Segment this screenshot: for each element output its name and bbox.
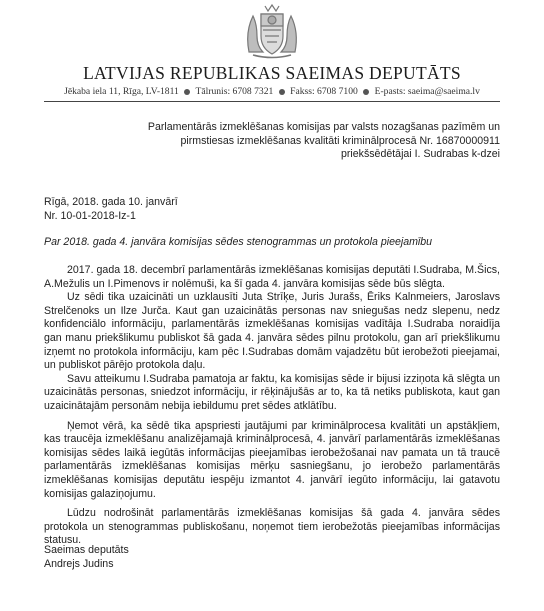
body-paragraph: Lūdzu nodrošināt parlamentārās izmeklēšanas komisijas šā gada 4. janvāra sēdes protokola un stenogrammas publiskošanu, noņemot tiem ierobežotās pieejamības informācijas statusu. (44, 507, 500, 547)
registration-number: Nr. 10-01-2018-Iz-1 (44, 210, 136, 222)
email: E-pasts: saeima@saeima.lv (374, 86, 480, 97)
body-paragraph: Ņemot vērā, ka sēdē tika apspriesti jautājumi par kriminālprocesa kvalitāti un apstākļiem, kas traucēja izmeklēšanu analizējamajā kriminālprocesā, 4. janvārī parlamentārās izmeklēšanas komisijas sēdes laikā iegūtās informācijas pieejamības ierobežošanai nav pamata un tā traucē parlamentārās izmeklēšanas komisijas mērķu sasniegšanu, jo ierobežo parlamentārās izmeklēšanas komisijas deputātu iespēju izmantot 4. janvārī iegūto informāciju, lai gatavotu komisijas galaziņojumu. (44, 419, 500, 500)
recipient-line: pirmstiesas izmeklēšanas kvalitāti kriminālprocesā Nr. 16870000911 (180, 134, 500, 147)
coat-of-arms-icon (243, 2, 301, 60)
body-paragraph: Uz sēdi tika uzaicināti un uzklausīti Juta Strīķe, Juris Jurašs, Ēriks Kalnmeiers, Jaroslavs Strelčenoks un Ilze Jurča. Kaut gan uzaicinātās personas nav sniegušas nedz slepenu, nedz konfidenciālo informāciju, parlamentārās izmeklēšanas komisijas vadītāja I.Sudraba noraidīja gan manu priekšlikumu publiskot šā gada 4. janvāra sēdes pilnu protokolu, gan arī priekšlikumu izņemt no protokola informāciju, kam pēc I.Sudrabas domām vajadzētu būt ierobežoti pieejamai, un publiskot pārējo protokola daļu. (44, 291, 500, 372)
signature-block (44, 544, 129, 571)
body-paragraph: 2017. gada 18. decembrī parlamentārās izmeklēšanas komisijas deputāti I.Sudraba, M.Šics, A.Mežulis un I.Pimenovs ir nolēmuši, ka šī gada 4. janvāra komisijas sēde būs slēgta. (44, 264, 500, 290)
address: Jēkaba iela 11, Rīga, LV-1811 (64, 86, 179, 97)
recipient-line: Parlamentārās izmeklēšanas komisijas par valsts nozagšanas pazīmēm un (147, 121, 500, 133)
letter-body (44, 264, 500, 554)
bullet-icon (279, 89, 285, 95)
signature-title: Saeimas deputāts (44, 544, 129, 556)
recipient-block (80, 121, 500, 162)
header-divider (44, 101, 500, 102)
subject-line: Par 2018. gada 4. janvāra komisijas sēdes stenogrammas un protokola pieejamību (44, 236, 433, 248)
bullet-icon (363, 89, 369, 95)
bullet-icon (184, 89, 190, 95)
place-date: Rīgā, 2018. gada 10. janvārī (44, 196, 178, 208)
fax: Fakss: 6708 7100 (290, 86, 358, 97)
organization-name: LATVIJAS REPUBLIKAS SAEIMAS DEPUTĀTS (83, 63, 461, 83)
contact-line (0, 86, 544, 97)
recipient-line: priekšsēdētājai I. Sudrabas k-dzei (341, 148, 500, 161)
phone: Tālrunis: 6708 7321 (195, 86, 274, 97)
signature-name: Andrejs Judins (44, 557, 114, 570)
body-paragraph: Savu atteikumu I.Sudraba pamatoja ar faktu, ka komisijas sēde ir bijusi izziņota kā slēgta un uzaicinātās personas, sniedzot informāciju, ir rēķinājušās ar to, ka tā netiks publiskota, kaut gan uzaicinātajām personām nebija iebildumu pret sēdes atklātību. (44, 372, 500, 412)
